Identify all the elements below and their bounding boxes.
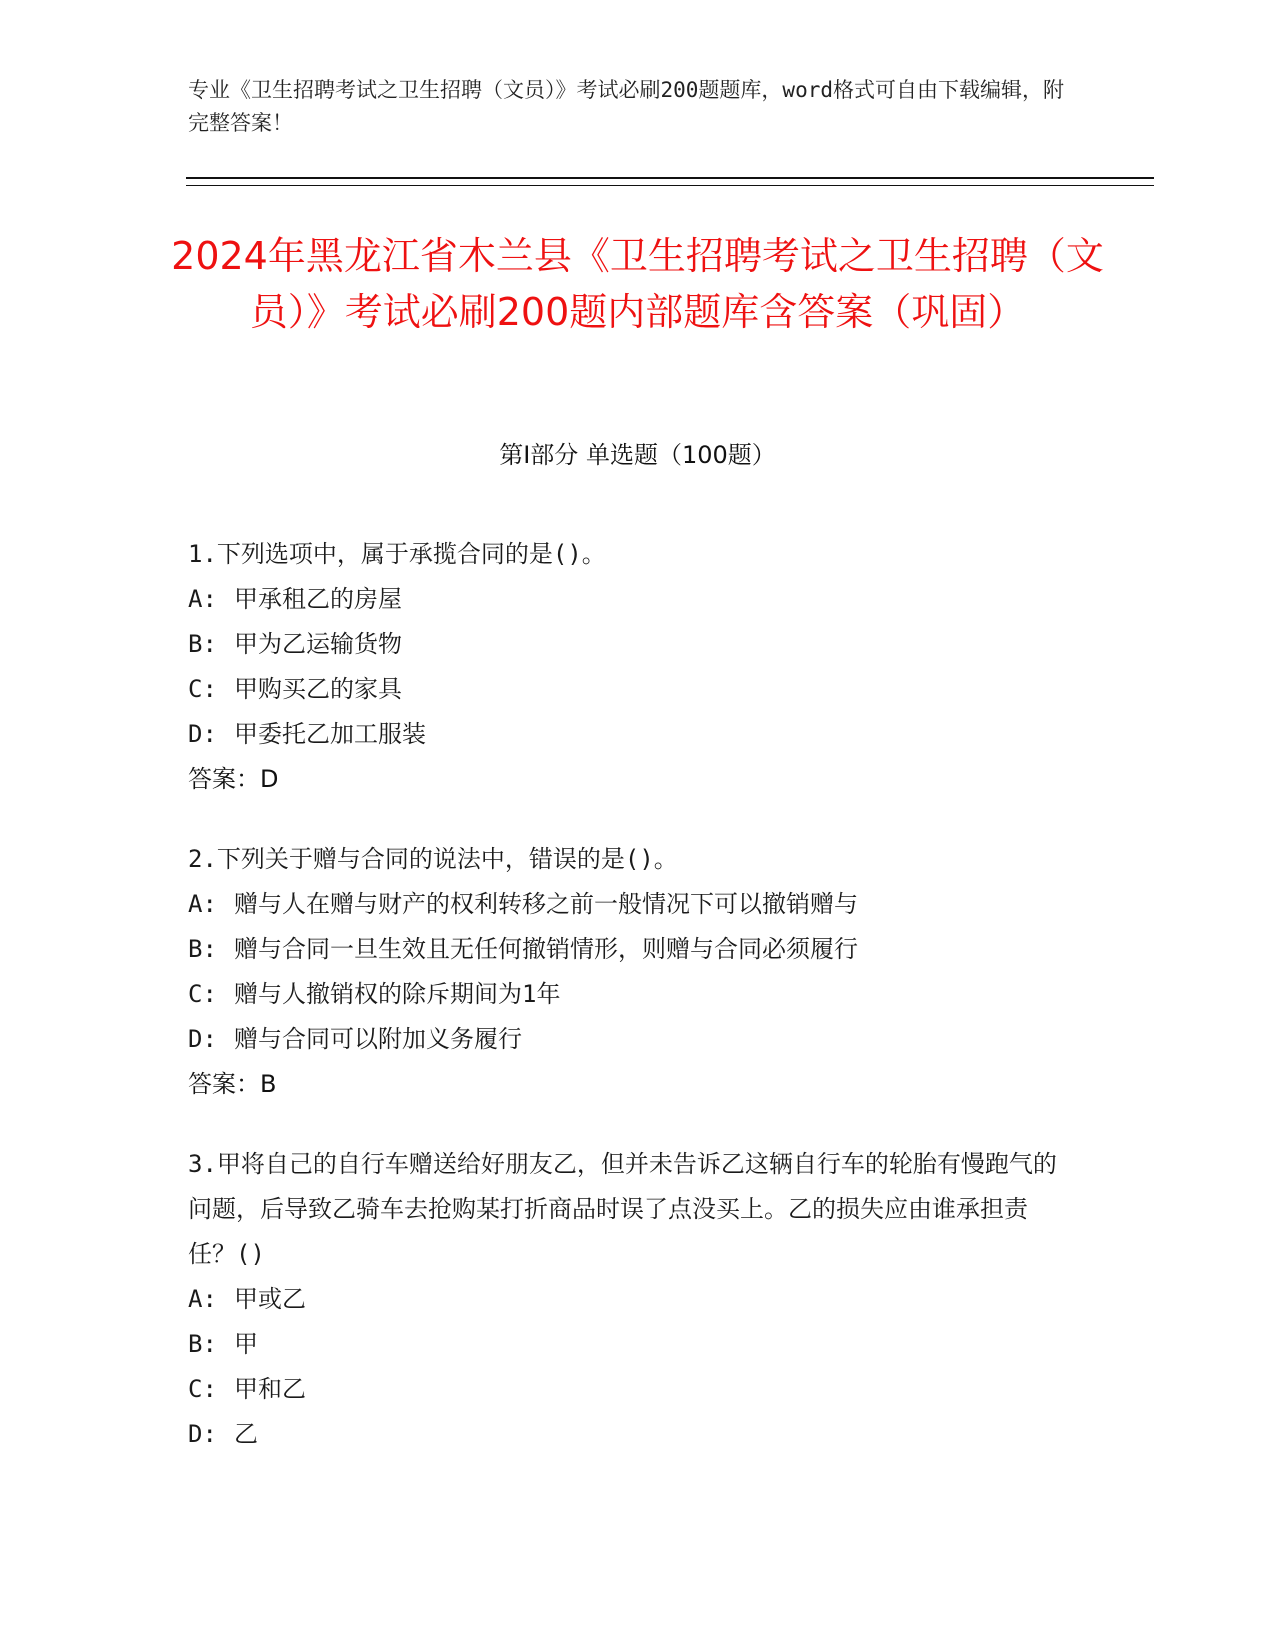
option-c: [188, 667, 1068, 712]
option-letter: B:: [188, 630, 217, 658]
option-text: 赠与合同可以附加义务履行: [234, 1025, 522, 1053]
question-3: [188, 1142, 1068, 1457]
option-c: [188, 972, 1068, 1017]
option-letter: C:: [188, 1375, 217, 1403]
question-2: [188, 837, 1068, 1107]
option-a: [188, 577, 1068, 622]
option-text: 甲承租乙的房屋: [234, 585, 402, 613]
option-letter: C:: [188, 980, 217, 1008]
question-1: [188, 532, 1068, 802]
option-text: 乙: [234, 1420, 258, 1448]
option-letter: D:: [188, 1420, 217, 1448]
option-b: [188, 1322, 1068, 1367]
option-letter: C:: [188, 675, 217, 703]
option-a: [188, 1277, 1068, 1322]
document-intro: 专业《卫生招聘考试之卫生招聘（文员）》考试必刷200题题库，word格式可自由下载编辑，附完整答案！: [188, 78, 1064, 135]
option-b: [188, 622, 1068, 667]
option-letter: D:: [188, 1025, 217, 1053]
option-letter: A:: [188, 1285, 217, 1313]
option-text: 赠与合同一旦生效且无任何撤销情形，则赠与合同必须履行: [234, 935, 858, 963]
option-text: 赠与人撤销权的除斥期间为1年: [234, 980, 561, 1008]
option-letter: A:: [188, 890, 217, 918]
header-divider-thick: [186, 177, 1154, 179]
header-divider-thin: [186, 185, 1154, 186]
option-c: [188, 1367, 1068, 1412]
answer-label: 答案：B: [188, 1070, 277, 1098]
option-text: 甲为乙运输货物: [234, 630, 402, 658]
question-text: 2.下列关于赠与合同的说法中，错误的是()。: [188, 845, 678, 873]
option-text: 甲购买乙的家具: [234, 675, 402, 703]
option-d: [188, 712, 1068, 757]
question-text: 3.甲将自己的自行车赠送给好朋友乙，但并未告诉乙这辆自行车的轮胎有慢跑气的问题，后导致乙骑车去抢购某打折商品时误了点没买上。乙的损失应由谁承担责任？(): [188, 1150, 1057, 1268]
option-letter: B:: [188, 935, 217, 963]
question-text: 1.下列选项中，属于承揽合同的是()。: [188, 540, 606, 568]
option-text: 甲或乙: [234, 1285, 306, 1313]
section-heading: 第I部分 单选题（100题）: [499, 441, 776, 469]
answer-label: 答案：D: [188, 765, 279, 793]
option-letter: A:: [188, 585, 217, 613]
option-letter: D:: [188, 720, 217, 748]
option-text: 甲: [234, 1330, 258, 1358]
option-text: 甲委托乙加工服装: [234, 720, 426, 748]
question-list: [188, 532, 1068, 1492]
option-d: [188, 1017, 1068, 1062]
option-a: [188, 882, 1068, 927]
option-b: [188, 927, 1068, 972]
option-letter: B:: [188, 1330, 217, 1358]
option-d: [188, 1412, 1068, 1457]
option-text: 甲和乙: [234, 1375, 306, 1403]
document-title: 2024年黑龙江省木兰县《卫生招聘考试之卫生招聘（文员）》考试必刷200题内部题库含答案（巩固）: [171, 234, 1104, 334]
option-text: 赠与人在赠与财产的权利转移之前一般情况下可以撤销赠与: [234, 890, 858, 918]
